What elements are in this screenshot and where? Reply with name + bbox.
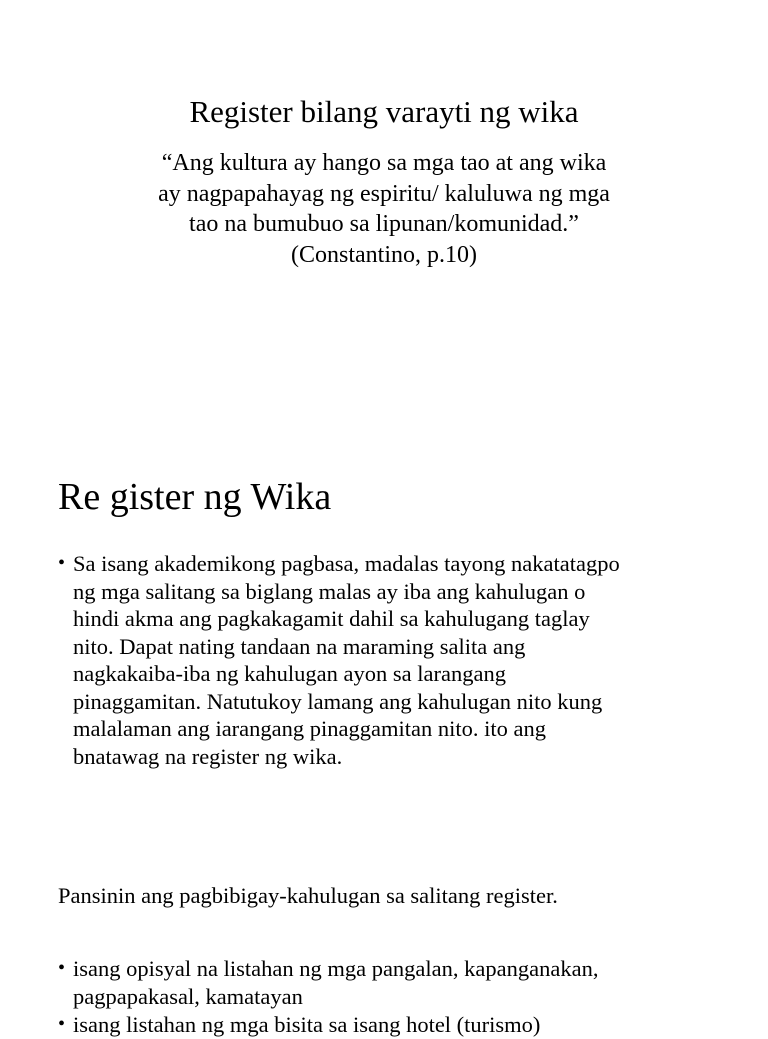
bullet-item: [58, 955, 598, 1010]
section-heading: Re gister ng Wika: [58, 476, 332, 518]
note-text: Pansinin ang pagbibigay-kahulugan sa salitang register.: [58, 883, 558, 908]
bullet-line: isang opisyal na listahan ng mga pangalan, kapanganakan,: [73, 956, 599, 981]
paragraph-line: ng mga salitang sa biglang malas ay iba ang kahulugan o: [73, 578, 586, 604]
paragraph-line: nagkakaiba-iba ng kahulugan ayon sa larangang: [73, 661, 506, 686]
bullet-paragraph: [58, 550, 620, 770]
bullet-line: pagpapakasal, kamatayan: [73, 983, 303, 1009]
paragraph-line: nito. Dapat nating tandaan na maraming salita ang: [73, 633, 526, 659]
bullet-icon: •: [58, 1013, 66, 1035]
bullet-icon: •: [58, 957, 66, 979]
bullet-line: isang listahan ng mga bisita sa isang hotel (turismo): [73, 1012, 541, 1037]
paragraph-line: bnatawag na register ng wika.: [73, 743, 343, 769]
bullet-icon: •: [58, 552, 66, 574]
paragraph-line: pinaggamitan. Natutukoy lamang ang kahulugan nito kung: [73, 688, 603, 714]
quote-block: [0, 148, 768, 270]
quote-line: ay nagpapahayag ng espiritu/ kaluluwa ng mga: [158, 180, 610, 207]
paragraph-line: Sa isang akademikong pagbasa, madalas tayong nakatatagpo: [73, 551, 620, 576]
quote-line: tao na bumubuo sa lipunan/komunidad.”: [189, 211, 579, 237]
quote-citation: (Constantino, p.10): [291, 241, 477, 268]
bullet-item: [58, 1011, 540, 1039]
paragraph-line: malalaman ang iarangang pinaggamitan nito. ito ang: [73, 716, 546, 741]
slide-title: Register bilang varayti ng wika: [189, 94, 579, 129]
quote-line: “Ang kultura ay hango sa mga tao at ang wika: [161, 150, 607, 176]
paragraph-line: hindi akma ang pagkakagamit dahil sa kahulugang taglay: [73, 606, 590, 631]
